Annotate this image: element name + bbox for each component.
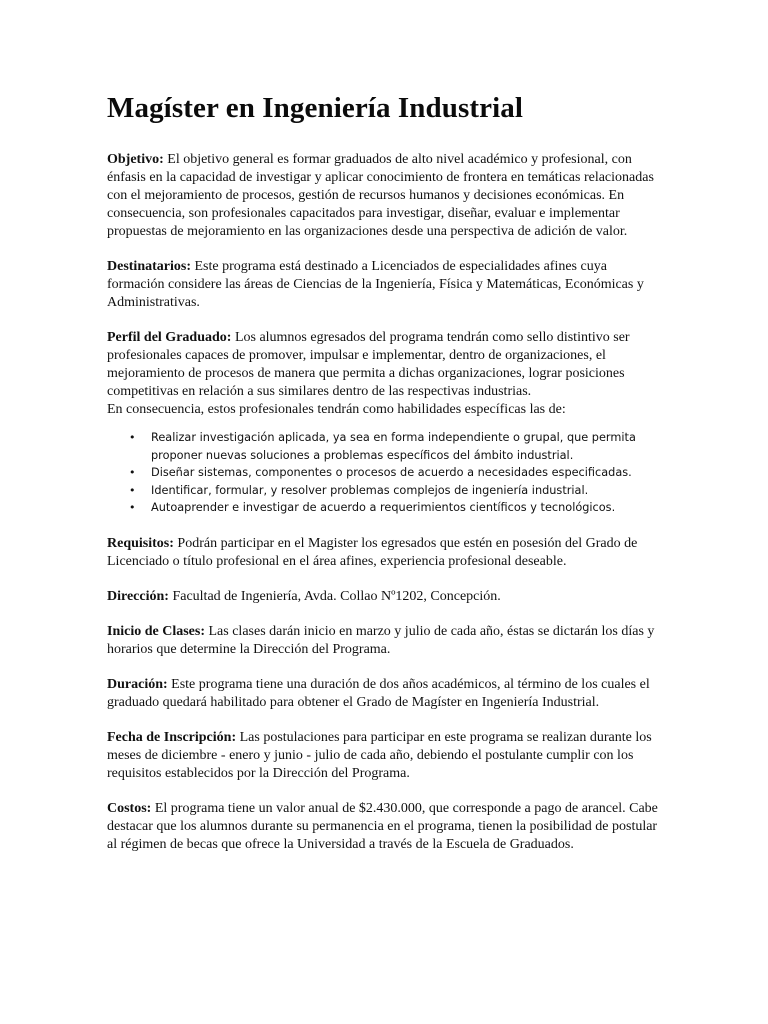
section-text: Las postulaciones para participar en este programa se realizan durante los meses de diciembre - enero y junio - julio de cada año, debiendo el postulante cumplir con los requisitos establecidos por la Dirección del Programa. — [107, 729, 652, 781]
section-fecha-inscripcion — [107, 729, 667, 783]
section-label: Fecha de Inscripción: — [107, 729, 237, 745]
section-label: Destinatarios: — [107, 259, 191, 274]
section-objetivo — [107, 151, 667, 241]
list-item — [129, 429, 667, 464]
list-item — [129, 499, 667, 517]
list-item-text: Diseñar sistemas, componentes o procesos de acuerdo a necesidades especificadas. — [151, 466, 632, 480]
section-text-continuation: En consecuencia, estos profesionales tendrán como habilidades específicas las de: — [107, 402, 566, 417]
document-page — [107, 88, 667, 871]
bullet-icon: • — [129, 483, 136, 497]
section-text: Este programa tiene una duración de dos años académicos, al término de los cuales el graduado quedará habilitado para obtener el Grado de Magíster en Ingeniería Industrial. — [107, 676, 650, 710]
list-item — [129, 482, 667, 500]
section-perfil — [107, 329, 667, 419]
section-destinatarios — [107, 258, 667, 312]
bullet-icon: • — [129, 466, 136, 480]
skills-list — [107, 429, 667, 517]
bullet-icon: • — [129, 431, 136, 444]
section-label: Dirección: — [107, 588, 169, 604]
page-title: Magíster en Ingeniería Industrial — [107, 92, 524, 124]
section-text: Facultad de Ingeniería, Avda. Collao Nº1202, Concepción. — [172, 588, 501, 604]
section-text: Este programa está destinado a Licenciados de especialidades afines cuya formación considere las áreas de Ciencias de la Ingeniería, Física y Matemáticas, Económicas y Administrativas. — [107, 259, 644, 310]
section-text: Podrán participar en el Magister los egresados que estén en posesión del Grado de Licenciado o título profesional en el área afines, experiencia profesional deseable. — [107, 535, 638, 569]
section-label: Costos: — [107, 800, 152, 816]
section-text: El objetivo general es formar graduados de alto nivel académico y profesional, con énfasis en la capacidad de investigar y aplicar conocimiento de frontera en temáticas relacionadas con el mejoramiento de procesos, gestión de recursos humanos y decisiones económicas. En consecuencia, son profesionales capacitados para investigar, diseñar, evaluar e implementar propuestas de mejoramiento en las organizaciones desde una perspectiva de adición de valor. — [107, 152, 654, 239]
section-direccion — [107, 588, 667, 606]
section-duracion — [107, 676, 667, 712]
section-label: Objetivo: — [107, 152, 164, 167]
bullet-icon: • — [129, 501, 136, 515]
section-text: El programa tiene un valor anual de $2.430.000, que corresponde a pago de arancel. Cabe destacar que los alumnos durante su permanencia en el programa, tienen la posibilidad de postular al régimen de becas que ofrece la Universidad a través de la Escuela de Graduados. — [107, 800, 658, 852]
section-costos — [107, 800, 667, 854]
list-item-text: Realizar investigación aplicada, ya sea en forma independiente o grupal, que permita proponer nuevas soluciones a problemas específicos del ámbito industrial. — [151, 431, 636, 462]
list-item — [129, 464, 667, 482]
section-label: Duración: — [107, 676, 168, 692]
section-requisitos — [107, 535, 667, 571]
list-item-text: Autoaprender e investigar de acuerdo a requerimientos científicos y tecnológicos. — [151, 501, 616, 515]
section-text: Las clases darán inicio en marzo y julio de cada año, éstas se dictarán los días y horarios que determine la Dirección del Programa. — [107, 623, 655, 657]
section-inicio-clases — [107, 623, 667, 659]
section-label: Perfil del Graduado: — [107, 330, 232, 345]
section-text: Los alumnos egresados del programa tendrán como sello distintivo ser profesionales capaces de promover, impulsar e implementar, dentro de organizaciones, el mejoramiento de procesos de manera que permita a dichas organizaciones, lograr posiciones competitivas en relación a sus similares dentro de las respectivas industrias. — [107, 330, 630, 399]
section-label: Requisitos: — [107, 535, 174, 551]
list-item-text: Identificar, formular, y resolver problemas complejos de ingeniería industrial. — [151, 483, 589, 497]
section-label: Inicio de Clases: — [107, 623, 205, 639]
